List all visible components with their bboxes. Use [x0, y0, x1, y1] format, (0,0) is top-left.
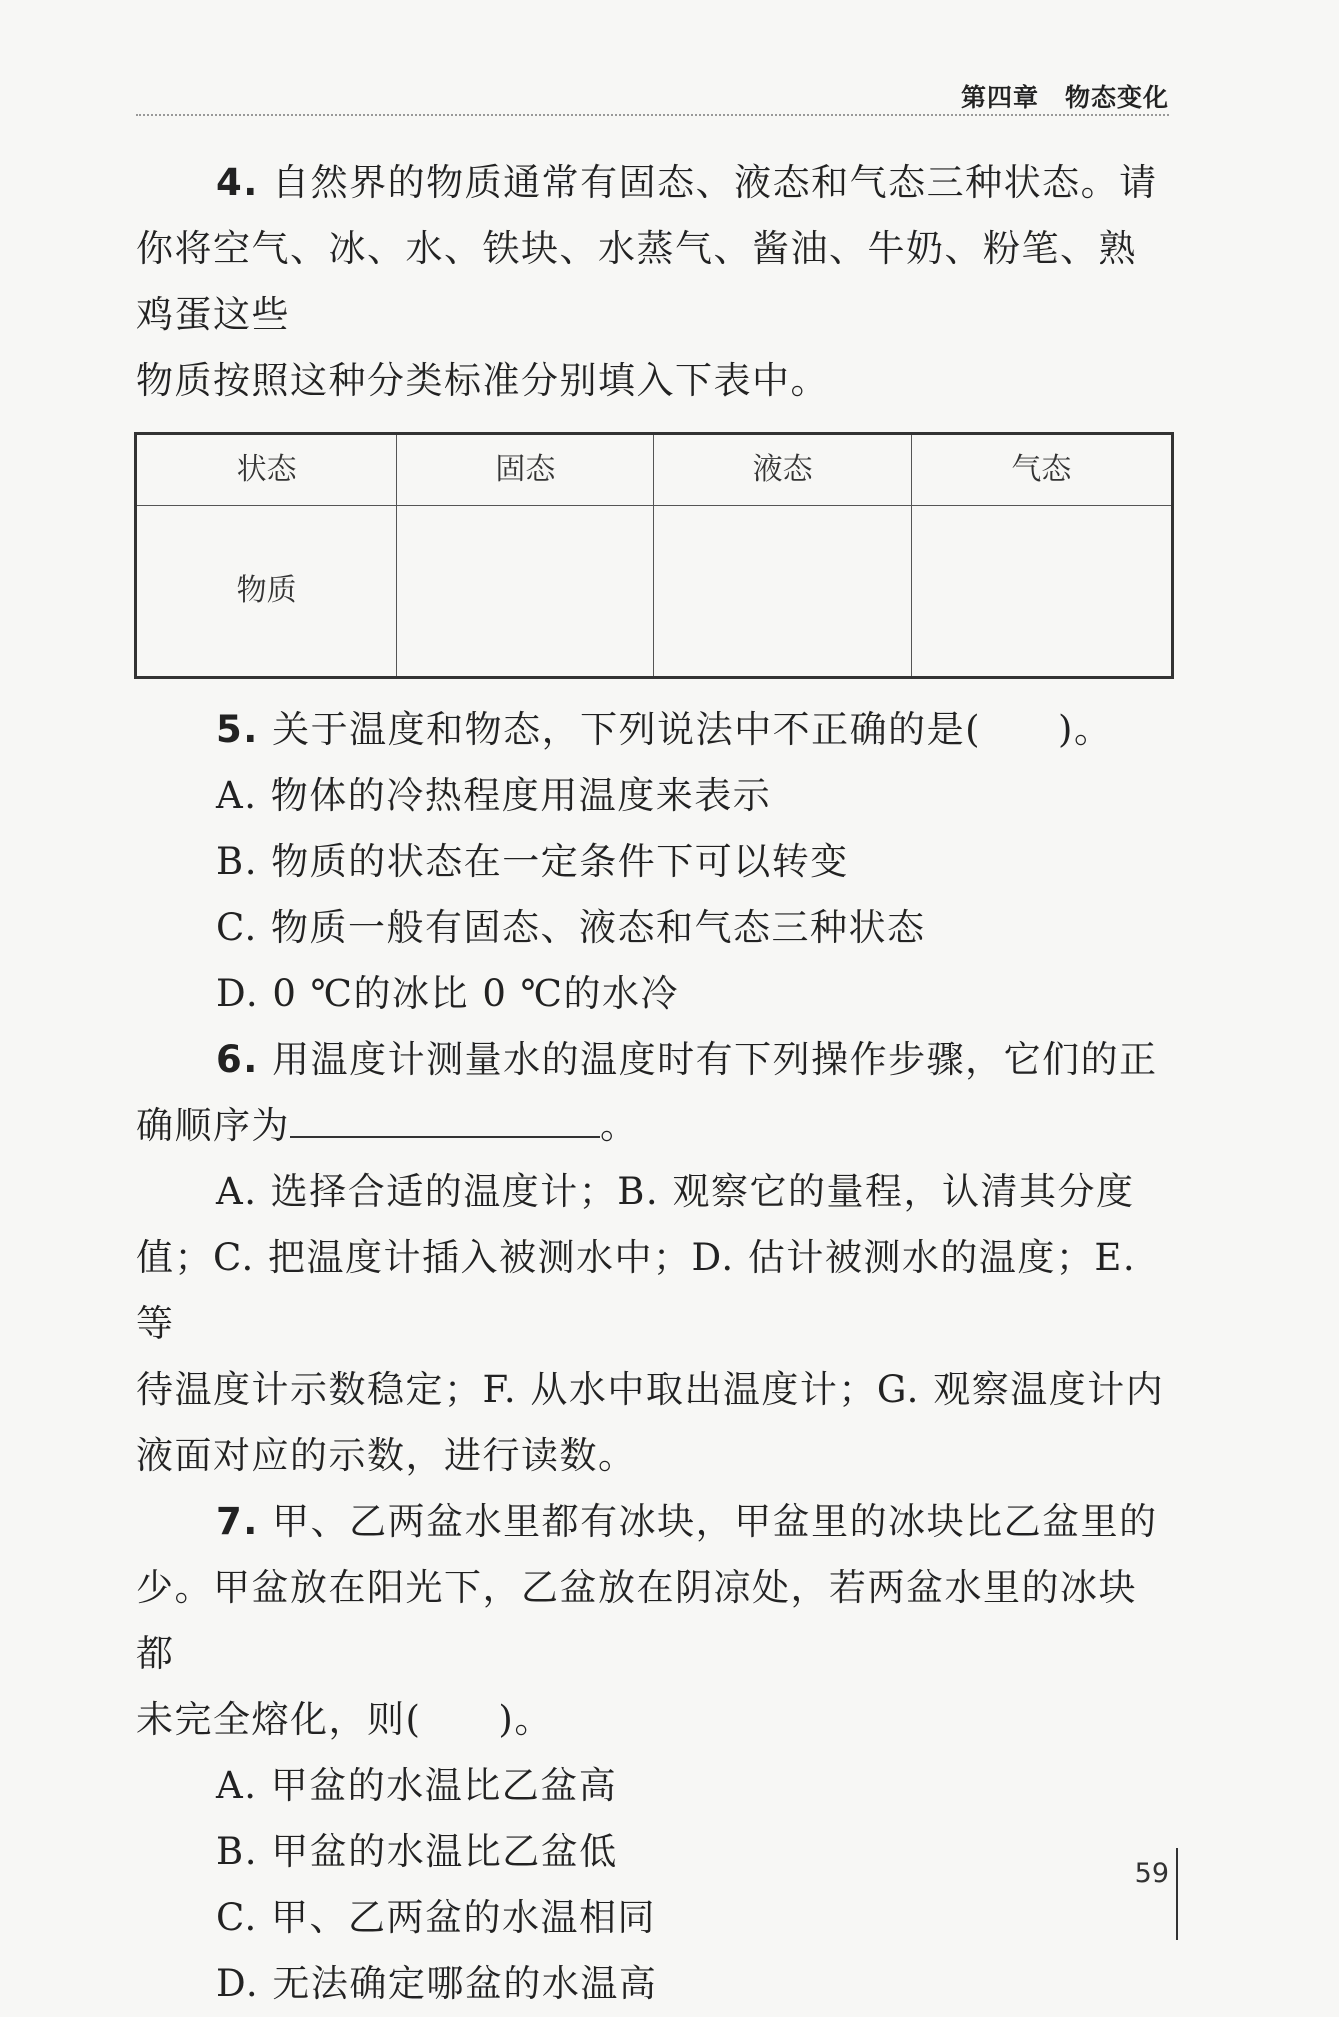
table-header-cell: 状态: [136, 434, 397, 506]
q7-line1: [136, 1489, 1169, 1555]
q5-text: 关于温度和物态，下列说法中不正确的是( )。: [272, 708, 1113, 751]
q6-steps-line1: A. 选择合适的温度计；B. 观察它的量程，认清其分度: [216, 1170, 1135, 1213]
states-table: [134, 432, 1174, 679]
q6-answer-blank[interactable]: [290, 1096, 600, 1138]
q6-text-prefix: 确顺序为: [136, 1104, 290, 1147]
q5-option-c: C. 物质一般有固态、液态和气态三种状态: [216, 906, 926, 949]
q7-number: 7.: [216, 1500, 259, 1543]
table-header-cell: 气态: [911, 434, 1172, 506]
q4-text-line1: 自然界的物质通常有固态、液态和气态三种状态。请: [272, 161, 1158, 204]
q7-option-b: B. 甲盆的水温比乙盆低: [216, 1830, 618, 1873]
q6-text-line1: 用温度计测量水的温度时有下列操作步骤，它们的正: [272, 1038, 1158, 1081]
q7-option-d: D. 无法确定哪盆的水温高: [216, 1962, 658, 2005]
running-header: [961, 78, 1169, 114]
gas-answer-cell[interactable]: [911, 506, 1172, 678]
solid-answer-cell[interactable]: [397, 506, 654, 678]
liquid-answer-cell[interactable]: [654, 506, 911, 678]
chapter-title: 物态变化: [1064, 83, 1169, 112]
q4-text-line2: 你将空气、冰、水、铁块、水蒸气、酱油、牛奶、粉笔、熟鸡蛋这些: [136, 227, 1137, 336]
page-number-bar: [1176, 1848, 1178, 1940]
q5-number: 5.: [216, 708, 259, 751]
q7-text-line2: 少。甲盆放在阳光下，乙盆放在阴凉处，若两盆水里的冰块都: [136, 1566, 1137, 1675]
q5-option-a: A. 物体的冷热程度用温度来表示: [216, 774, 772, 817]
q6-line1: [136, 1027, 1169, 1093]
q6-text-suffix: 。: [600, 1104, 639, 1147]
q6-steps-line3: 待温度计示数稳定；F. 从水中取出温度计；G. 观察温度计内: [136, 1368, 1165, 1411]
page-number: 59: [1134, 1858, 1169, 1889]
q4-number: 4.: [216, 161, 259, 204]
states-table-header-row: [136, 434, 1173, 506]
table-header-cell: 液态: [654, 434, 911, 506]
q6-number: 6.: [216, 1038, 259, 1081]
q7-option-a: A. 甲盆的水温比乙盆高: [216, 1764, 618, 1807]
q7-text-line3: 未完全熔化，则( )。: [136, 1698, 553, 1741]
table-header-cell: 固态: [397, 434, 654, 506]
header-dotted-divider: [136, 114, 1169, 116]
q6-line2: [136, 1093, 1169, 1159]
q7-option-c: C. 甲、乙两盆的水温相同: [216, 1896, 657, 1939]
table-row-label: 物质: [136, 506, 397, 678]
q7-text-line1: 甲、乙两盆水里都有冰块，甲盆里的冰块比乙盆里的: [272, 1500, 1158, 1543]
q4-line1: [136, 150, 1169, 216]
q4-text-line3: 物质按照这种分类标准分别填入下表中。: [136, 359, 829, 402]
states-table-body-row: [136, 506, 1173, 678]
chapter-number: 第四章: [960, 83, 1039, 112]
q5-option-d: D. 0 ℃的冰比 0 ℃的水冷: [216, 972, 680, 1015]
q5-stem: [136, 697, 1169, 763]
q5-option-b: B. 物质的状态在一定条件下可以转变: [216, 840, 849, 883]
q6-steps-line2: 值；C. 把温度计插入被测水中；D. 估计被测水的温度；E. 等: [136, 1236, 1137, 1345]
page-content: [136, 150, 1169, 2017]
q6-steps-line4: 液面对应的示数，进行读数。: [136, 1434, 637, 1477]
